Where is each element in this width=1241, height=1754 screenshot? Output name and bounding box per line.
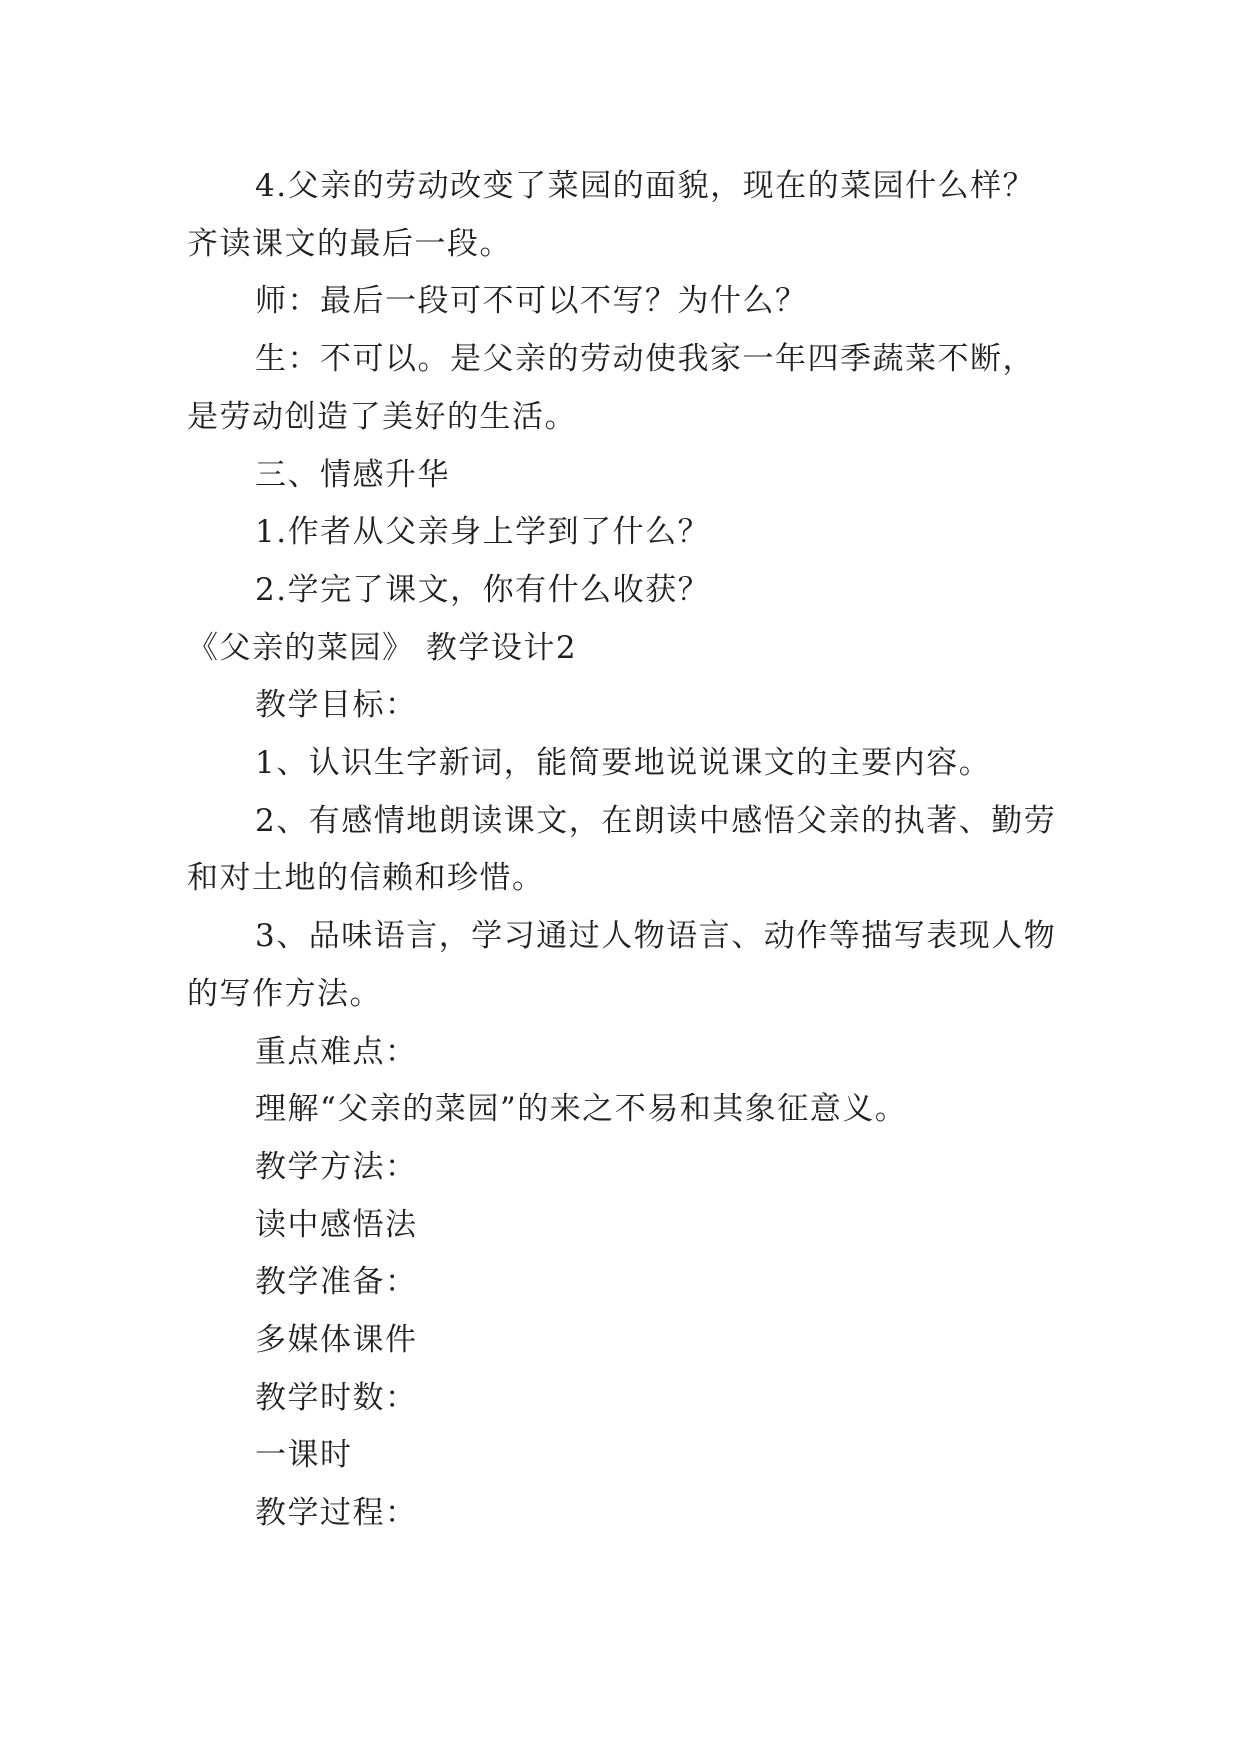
paragraph-garden-change: 4.父亲的劳动改变了菜园的面貌，现在的菜园什么样？齐读课文的最后一段。 (187, 168, 1036, 262)
document-body (187, 158, 1067, 1543)
teaching-goal-3: 3、品味语言，学习通过人物语言、动作等描写表现人物的写作方法。 (187, 918, 1057, 1012)
teaching-process-heading: 教学过程： (255, 1495, 418, 1532)
teaching-goals-heading: 教学目标： (255, 687, 418, 724)
question-item-1: 1.作者从父亲身上学到了什么？ (255, 514, 711, 551)
question-item-2: 2.学完了课文，你有什么收获？ (255, 571, 711, 608)
paragraph-teacher-question: 师：最后一段可不可以不写？为什么？ (255, 283, 808, 320)
teaching-hours-heading: 教学时数： (255, 1379, 418, 1416)
document-section-title: 《父亲的菜园》 教学设计2 (187, 629, 578, 666)
teaching-method-text: 读中感悟法 (255, 1206, 418, 1243)
section-heading-emotion: 三、情感升华 (255, 456, 450, 493)
teaching-goal-1: 1、认识生字新词，能简要地说说课文的主要内容。 (255, 745, 992, 782)
teaching-method-heading: 教学方法： (255, 1148, 418, 1185)
key-points-text: 理解“父亲的菜园”的来之不易和其象征意义。 (255, 1091, 908, 1128)
key-points-heading: 重点难点： (255, 1033, 418, 1070)
teaching-preparation-heading: 教学准备： (255, 1264, 418, 1301)
teaching-hours-text: 一课时 (255, 1437, 353, 1474)
teaching-goal-2: 2、有感情地朗读课文，在朗读中感悟父亲的执著、勤劳和对土地的信赖和珍惜。 (187, 802, 1057, 897)
teaching-preparation-text: 多媒体课件 (255, 1322, 418, 1359)
paragraph-student-answer: 生：不可以。是父亲的劳动使我家一年四季蔬菜不断，是劳动创造了美好的生活。 (187, 341, 1035, 435)
